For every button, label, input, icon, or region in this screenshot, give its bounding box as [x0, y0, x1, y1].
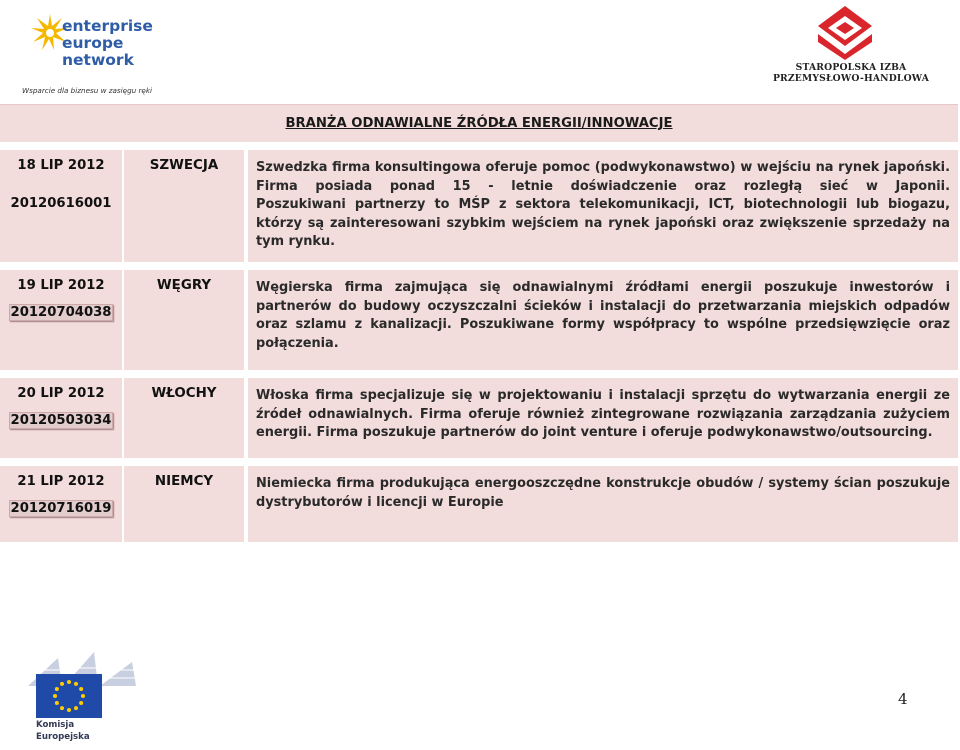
table-row — [0, 150, 958, 262]
eu-star-icon — [79, 687, 83, 691]
eu-star-icon — [60, 682, 64, 686]
eu-star-icon — [60, 706, 64, 710]
een-line3: network — [62, 51, 134, 69]
page-number: 4 — [898, 690, 908, 708]
description-paragraph: Poszukiwani partnerzy to MŚP z sektora telekomunikacji, ICT, biotechnologii lub biogazu, którzy są zainteresowani szybkim wejściem na rynek japoński oraz zwiększenie sprzedaży na tym rynku. — [256, 197, 950, 249]
chamber-name-line2: PRZEMYSŁOWO-HANDLOWA — [772, 73, 930, 84]
date-ref-cell — [0, 270, 122, 370]
date-ref-cell — [0, 150, 122, 262]
description-paragraph: Węgierska firma zajmująca się odnawialnymi źródłami energii poszukuje inwestorów i partnerów do budowy oczyszczalni ścieków i instalacji do przetwarzania miejskich odpadów oraz szlamu z kanalizacji. Poszukiwane formy współpracy to wspólne przedsięwzięcie oraz połączenia. — [256, 280, 950, 351]
offer-description — [248, 466, 958, 542]
eu-star-icon — [74, 682, 78, 686]
eu-star-icon — [67, 708, 71, 712]
een-line2: europe — [62, 34, 124, 52]
description-paragraph: Włoska firma specjalizuje się w projektowaniu i instalacji sprzętu do wytwarzania energii ze źródeł odnawialnych. Firma oferuje również zintegrowane rozwiązania zarządzania zużyciem energii. Firma poszukuje partnerów do joint venture i oferuje podwykonawstwo/outsourcing. — [256, 388, 950, 440]
offer-country: WŁOCHY — [124, 378, 244, 458]
chamber-logo — [756, 4, 946, 86]
eu-star-icon — [81, 694, 85, 698]
eu-star-icon — [55, 701, 59, 705]
table-row — [0, 270, 958, 370]
offer-description — [248, 378, 958, 458]
description-paragraph: Niemiecka firma produkująca energooszczędne konstrukcje obudów / systemy ścian poszukuje dystrybutorów i licencji w Europie — [256, 476, 950, 510]
offer-description — [248, 270, 958, 370]
offer-reference: 20120616001 — [10, 196, 112, 211]
description-paragraph: Szwedzka firma konsultingowa oferuje pomoc (podwykonawstwo) w wejściu na rynek japoński. Firma posiada ponad 15 - letnie doświadczenie oraz rozległą sieć w Japonii. — [256, 160, 950, 194]
offer-reference: 20120716019 — [10, 501, 112, 516]
offer-reference: 20120503034 — [10, 413, 112, 428]
table-row — [0, 466, 958, 542]
ec-label-line2: Europejska — [36, 732, 90, 742]
offer-date: 18 LIP 2012 — [17, 158, 105, 173]
offer-country: WĘGRY — [124, 270, 244, 370]
eu-flag-icon — [36, 674, 102, 718]
offer-country: SZWECJA — [124, 150, 244, 262]
offers-table — [0, 104, 958, 550]
date-ref-cell — [0, 378, 122, 458]
offer-country: NIEMCY — [124, 466, 244, 542]
offer-reference: 20120704038 — [10, 305, 112, 320]
table-row — [0, 378, 958, 458]
eu-star-icon — [55, 687, 59, 691]
offer-date: 19 LIP 2012 — [17, 278, 105, 293]
offer-date: 21 LIP 2012 — [17, 474, 105, 489]
ec-label-line1: Komisja — [36, 720, 75, 730]
eu-star-icon — [74, 706, 78, 710]
offer-date: 20 LIP 2012 — [17, 386, 105, 401]
section-title: BRANŻA ODNAWIALNE ŹRÓDŁA ENERGII/INNOWACJE — [0, 104, 958, 142]
een-tagline: Wsparcie dla biznesu w zasięgu ręki — [22, 86, 153, 95]
offer-description — [248, 150, 958, 262]
date-ref-cell — [0, 466, 122, 542]
een-logo — [22, 4, 153, 96]
eu-star-icon — [67, 680, 71, 684]
chamber-name-line1: STAROPOLSKA IZBA — [795, 62, 907, 73]
eu-star-icon — [53, 694, 57, 698]
een-line1: enterprise — [62, 17, 153, 35]
european-commission-logo — [28, 648, 146, 748]
eu-star-icon — [79, 701, 83, 705]
chamber-mark-icon — [816, 4, 874, 60]
